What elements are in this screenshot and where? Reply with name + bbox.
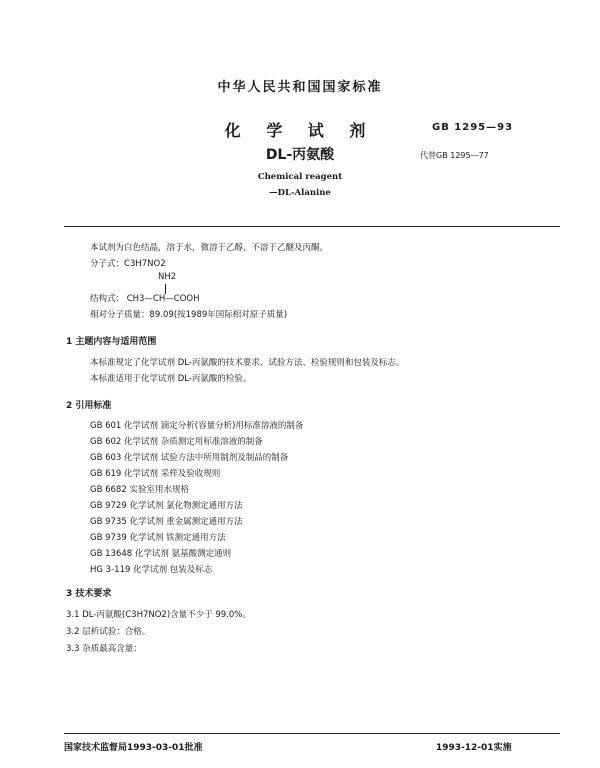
- reference-item: GB 9735 化学试剂 重金属测定通用方法: [90, 517, 243, 527]
- reference-item: GB 6682 实验室用水规格: [90, 485, 189, 495]
- replaces-note: 代替GB 1295—77: [420, 151, 489, 160]
- section-1-title: 1 主题内容与适用范围: [66, 337, 157, 347]
- molecular-formula: [90, 257, 166, 269]
- section-1-paragraph-1: 本标准规定了化学试剂 DL-丙氨酸的技术要求、试验方法、检验规则和包装及标志。: [90, 358, 405, 368]
- formula-label: 分子式：: [90, 259, 125, 269]
- structure-main: CH3—CH—COOH: [126, 294, 200, 304]
- page-title: 化 学 试 剂: [224, 121, 376, 140]
- section-3-item-1: 3.1 DL-丙氨酸(C3H7NO2)含量不少于 99.0%。: [66, 610, 251, 620]
- reference-item: GB 601 化学试剂 滴定分析(容量分析)用标准溶液的制备: [90, 421, 304, 431]
- reference-item: GB 9739 化学试剂 铁测定通用方法: [90, 533, 226, 543]
- bottom-divider: [64, 733, 560, 734]
- english-title: Chemical reagent: [257, 172, 343, 182]
- section-3-title: 3 技术要求: [66, 589, 112, 599]
- reference-item: GB 619 化学试剂 采样及验收规则: [90, 469, 221, 479]
- reference-item: GB 13648 化学试剂 氨基酸测定通则: [90, 549, 232, 559]
- effective-date: 1993-12-01实施: [436, 743, 512, 753]
- top-divider: [64, 226, 560, 227]
- intro-description: 本试剂为白色结晶，溶于水，微溶于乙醇，不溶于乙醚及丙酮。: [90, 243, 329, 253]
- reference-item: HG 3-119 化学试剂 包装及标志: [90, 565, 213, 575]
- section-1-paragraph-2: 本标准适用于化学试剂 DL-丙氨酸的检验。: [90, 374, 252, 384]
- section-2-title: 2 引用标准: [66, 401, 112, 411]
- reference-item: GB 603 化学试剂 试验方法中所用制剂及制品的制备: [90, 453, 289, 463]
- approval-date: 国家技术监督局1993-03-01批准: [64, 743, 203, 753]
- section-3-item-3: 3.3 杂质最高含量：: [66, 644, 142, 654]
- molecular-weight: 相对分子质量：89.09(按1989年国际相对原子质量): [90, 310, 288, 320]
- page-subtitle: DL-丙氨酸: [265, 147, 335, 163]
- structure-label: 结构式：: [90, 294, 125, 304]
- structure-nh2: NH2: [158, 272, 177, 282]
- english-subtitle: —DL-Alanine: [269, 188, 331, 198]
- reference-item: GB 9729 化学试剂 氯化物测定通用方法: [90, 501, 243, 511]
- section-3-item-2: 3.2 层析试验：合格。: [66, 627, 151, 637]
- structural-formula: [90, 292, 200, 304]
- standard-number: GB 1295—93: [432, 122, 514, 133]
- standard-header: 中华人民共和国国家标准: [217, 80, 383, 95]
- reference-item: GB 602 化学试剂 杂质测定用标准溶液的制备: [90, 437, 263, 447]
- formula-value: C3H7NO2: [124, 259, 166, 269]
